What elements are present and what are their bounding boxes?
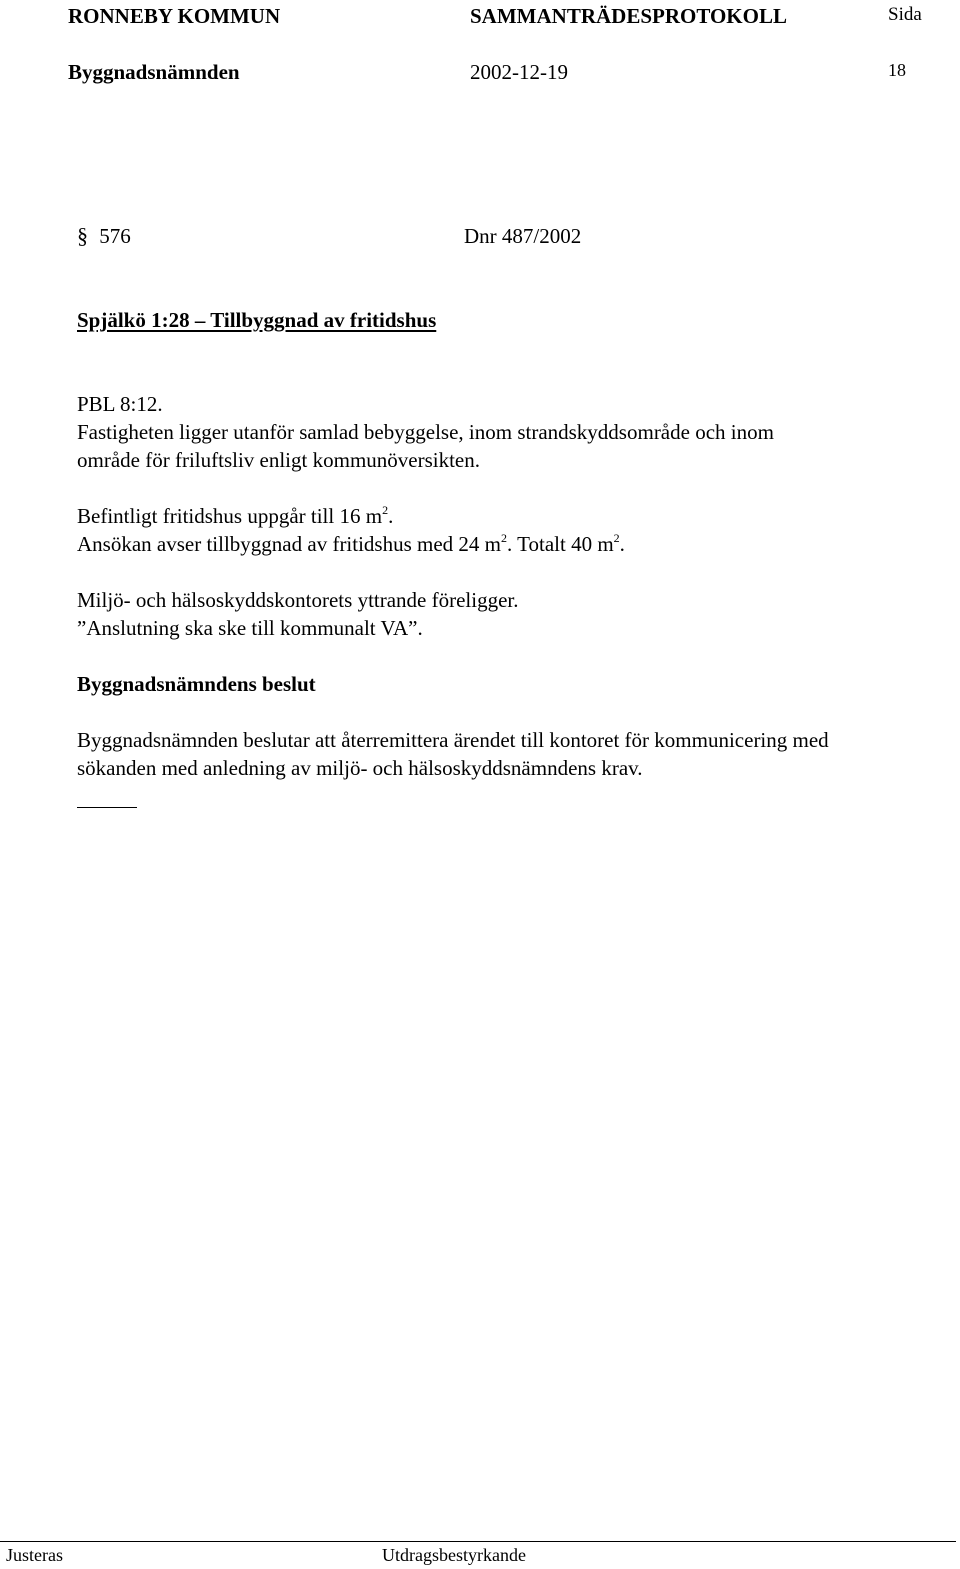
application-end: . <box>619 532 625 556</box>
section-number: 576 <box>99 224 131 248</box>
environment-opinion: Miljö- och hälsoskyddskontorets yttrande föreligger. <box>77 588 519 612</box>
connection-quote: ”Anslutning ska ske till kommunalt VA”. <box>77 616 423 640</box>
organization-name: RONNEBY KOMMUN <box>68 4 281 28</box>
committee-name: Byggnadsnämnden <box>68 60 240 84</box>
case-title: Spjälkö 1:28 – Tillbyggnad av fritidshus <box>77 308 437 332</box>
application-mid: . Totalt 40 m <box>507 532 614 556</box>
end-rule <box>77 807 137 808</box>
document-type: SAMMANTRÄDESPROTOKOLL <box>470 4 787 28</box>
location-line-2: område för friluftsliv enligt kommunöversikten. <box>77 448 480 472</box>
decision-line-2: sökanden med anledning av miljö- och hälsoskyddsnämndens krav. <box>77 756 643 780</box>
footer-justeras: Justeras <box>6 1545 63 1565</box>
existing-area-sup: 2 <box>382 503 389 517</box>
section-sign: § <box>77 223 88 248</box>
footer-utdragsbestyrkande: Utdragsbestyrkande <box>382 1545 526 1565</box>
page-label: Sida <box>888 4 922 25</box>
case-dnr: Dnr 487/2002 <box>464 224 582 248</box>
application-sup: 2 <box>501 531 508 545</box>
meeting-date: 2002-12-19 <box>470 60 568 84</box>
existing-area-text: Befintligt fritidshus uppgår till 16 m <box>77 504 383 528</box>
decision-line-1: Byggnadsnämnden beslutar att återremittera ärendet till kontoret för kommunicering med <box>77 728 829 752</box>
existing-area <box>77 502 393 530</box>
existing-area-end: . <box>388 504 394 528</box>
application-text: Ansökan avser tillbyggnad av fritidshus med 24 m <box>77 532 502 556</box>
location-line-1: Fastigheten ligger utanför samlad bebyggelse, inom strandskyddsområde och inom <box>77 420 774 444</box>
page-number: 18 <box>888 60 906 80</box>
application-area <box>77 530 625 558</box>
pbl-reference: PBL 8:12. <box>77 392 163 416</box>
decision-heading: Byggnadsnämndens beslut <box>77 672 316 696</box>
application-sup-2: 2 <box>613 531 620 545</box>
case-section <box>77 222 131 250</box>
footer-divider <box>0 1541 956 1542</box>
